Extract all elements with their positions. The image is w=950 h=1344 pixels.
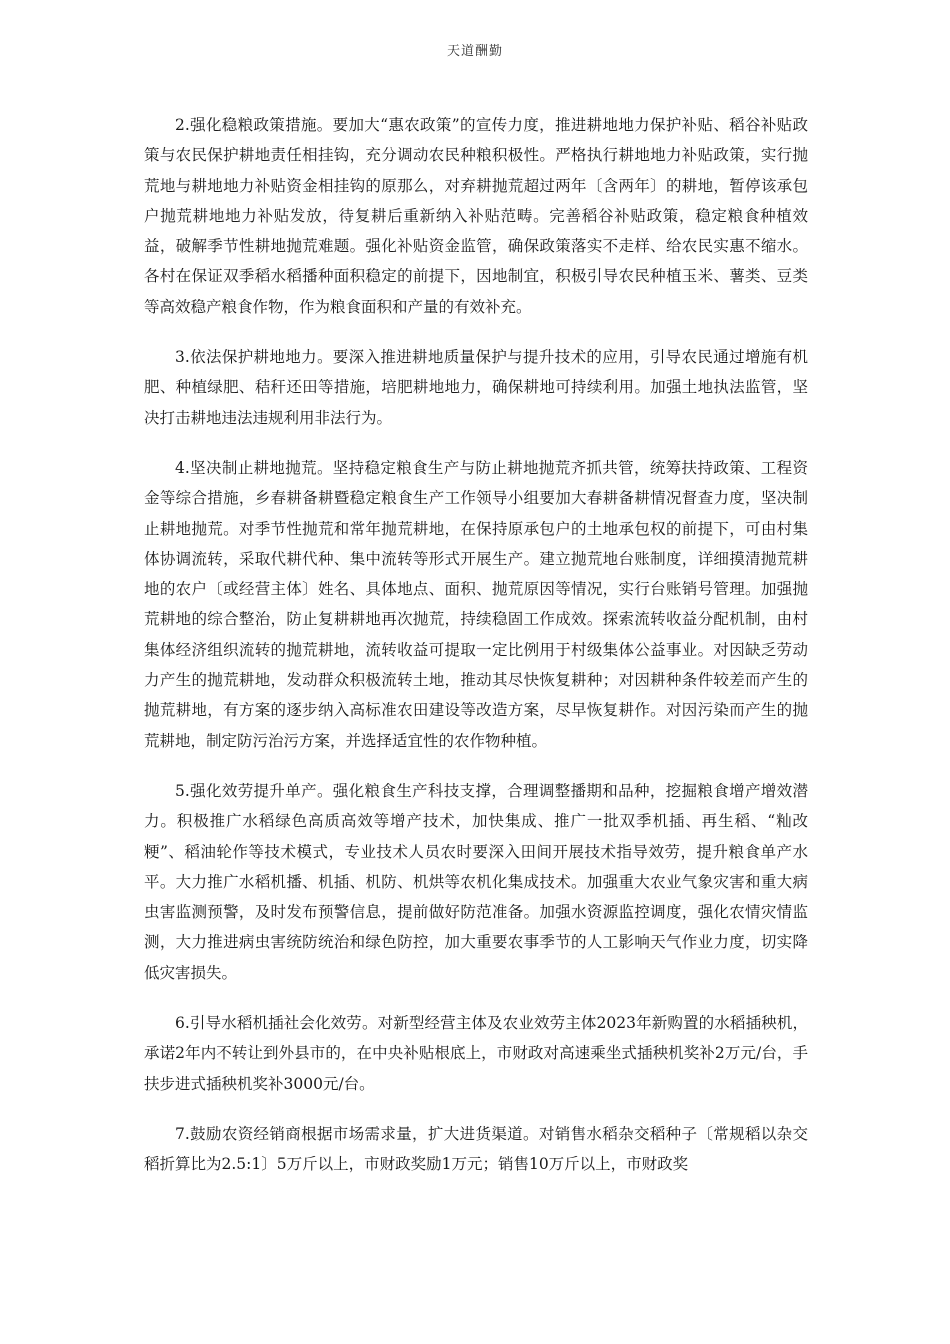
paragraph-3-protect-soil-fertility: 3.依法保护耕地地力。要深入推进耕地质量保护与提升技术的应用，引导农民通过增施有机肥、种植绿肥、秸秆还田等措施，培肥耕地地力，确保耕地可持续利用。加强土地执法监管，坚决打击耕地违法违规利用非法行为。 <box>144 348 808 427</box>
paragraph-5-improve-yield: 5.强化效劳提升单产。强化粮食生产科技支撑，合理调整播期和品种，挖掘粮食增产增效潜力。积极推广水稻绿色高质高效等增产技术，加快集成、推广一批双季机插、再生稻、“籼改粳”、稻油轮作等技术模式，专业技术人员农时要深入田间开展技术指导效劳，提升粮食单产水平。大力推广水稻机播、机插、机防、机烘等农机化集成技术。加强重大农业气象灾害和重大病虫害监测预警，及时发布预警信息，提前做好防范准备。加强水资源监控调度，强化农情灾情监测，大力推进病虫害统防统治和绿色防控，加大重要农事季节的人工影响天气作业力度，切实降低灾害损失。 <box>144 781 808 982</box>
paragraph-6-rice-transplanting-service: 6.引导水稻机插社会化效劳。对新型经营主体及农业效劳主体2023年新购置的水稻插秧机，承诺2年内不转让到外县市的，在中央补贴根底上，市财政对高速乘坐式插秧机奖补2万元/台，手扶步进式插秧机奖补3000元/台。 <box>144 1014 808 1093</box>
paragraph-4-stop-land-abandonment: 4.坚决制止耕地抛荒。坚持稳定粮食生产与防止耕地抛荒齐抓共管，统筹扶持政策、工程资金等综合措施，乡春耕备耕暨稳定粮食生产工作领导小组要加大春耕备耕情况督查力度，坚决制止耕地抛荒。对季节性抛荒和常年抛荒耕地，在保持原承包户的土地承包权的前提下，可由村集体协调流转，采取代耕代种、集中流转等形式开展生产。建立抛荒地台账制度，详细摸清抛荒耕地的农户〔或经营主体〕姓名、具体地点、面积、抛荒原因等情况，实行台账销号管理。加强抛荒耕地的综合整治，防止复耕耕地再次抛荒，持续稳固工作成效。探索流转收益分配机制，由村集体经济组织流转的抛荒耕地，流转收益可提取一定比例用于村级集体公益事业。对因缺乏劳动力产生的抛荒耕地，发动群众积极流转土地，推动其尽快恢复耕种；对因耕种条件较差而产生的抛荒耕地，有方案的逐步纳入高标准农田建设等改造方案，尽早恢复耕作。对因污染而产生的抛荒耕地，制定防污治污方案，并选择适宜性的农作物种植。 <box>144 458 808 750</box>
paragraph-2-stabilize-grain-policy: 2.强化稳粮政策措施。要加大“惠农政策”的宣传力度，推进耕地地力保护补贴、稻谷补贴政策与农民保护耕地责任相挂钩，充分调动农民种粮积极性。严格执行耕地地力补贴政策，实行抛荒地与耕地地力补贴资金相挂钩的原那么，对弃耕抛荒超过两年〔含两年〕的耕地，暂停该承包户抛荒耕地地力补贴发放，待复耕后重新纳入补贴范畴。完善稻谷补贴政策，稳定粮食种植效益，破解季节性耕地抛荒难题。强化补贴资金监管，确保政策落实不走样、给农民实惠不缩水。各村在保证双季稻水稻播种面积稳定的前提下，因地制宜，积极引导农民种植玉米、薯类、豆类等高效稳产粮食作物，作为粮食面积和产量的有效补充。 <box>144 116 808 316</box>
document-body <box>144 110 808 1200</box>
page-header: 天道酬勤 <box>446 44 503 59</box>
paragraph-7-encourage-dealers: 7.鼓励农资经销商根据市场需求量，扩大进货渠道。对销售水稻杂交稻种子〔常规稻以杂交稻折算比为2.5:1〕5万斤以上，市财政奖励1万元；销售10万斤以上，市财政奖 <box>144 1124 808 1174</box>
